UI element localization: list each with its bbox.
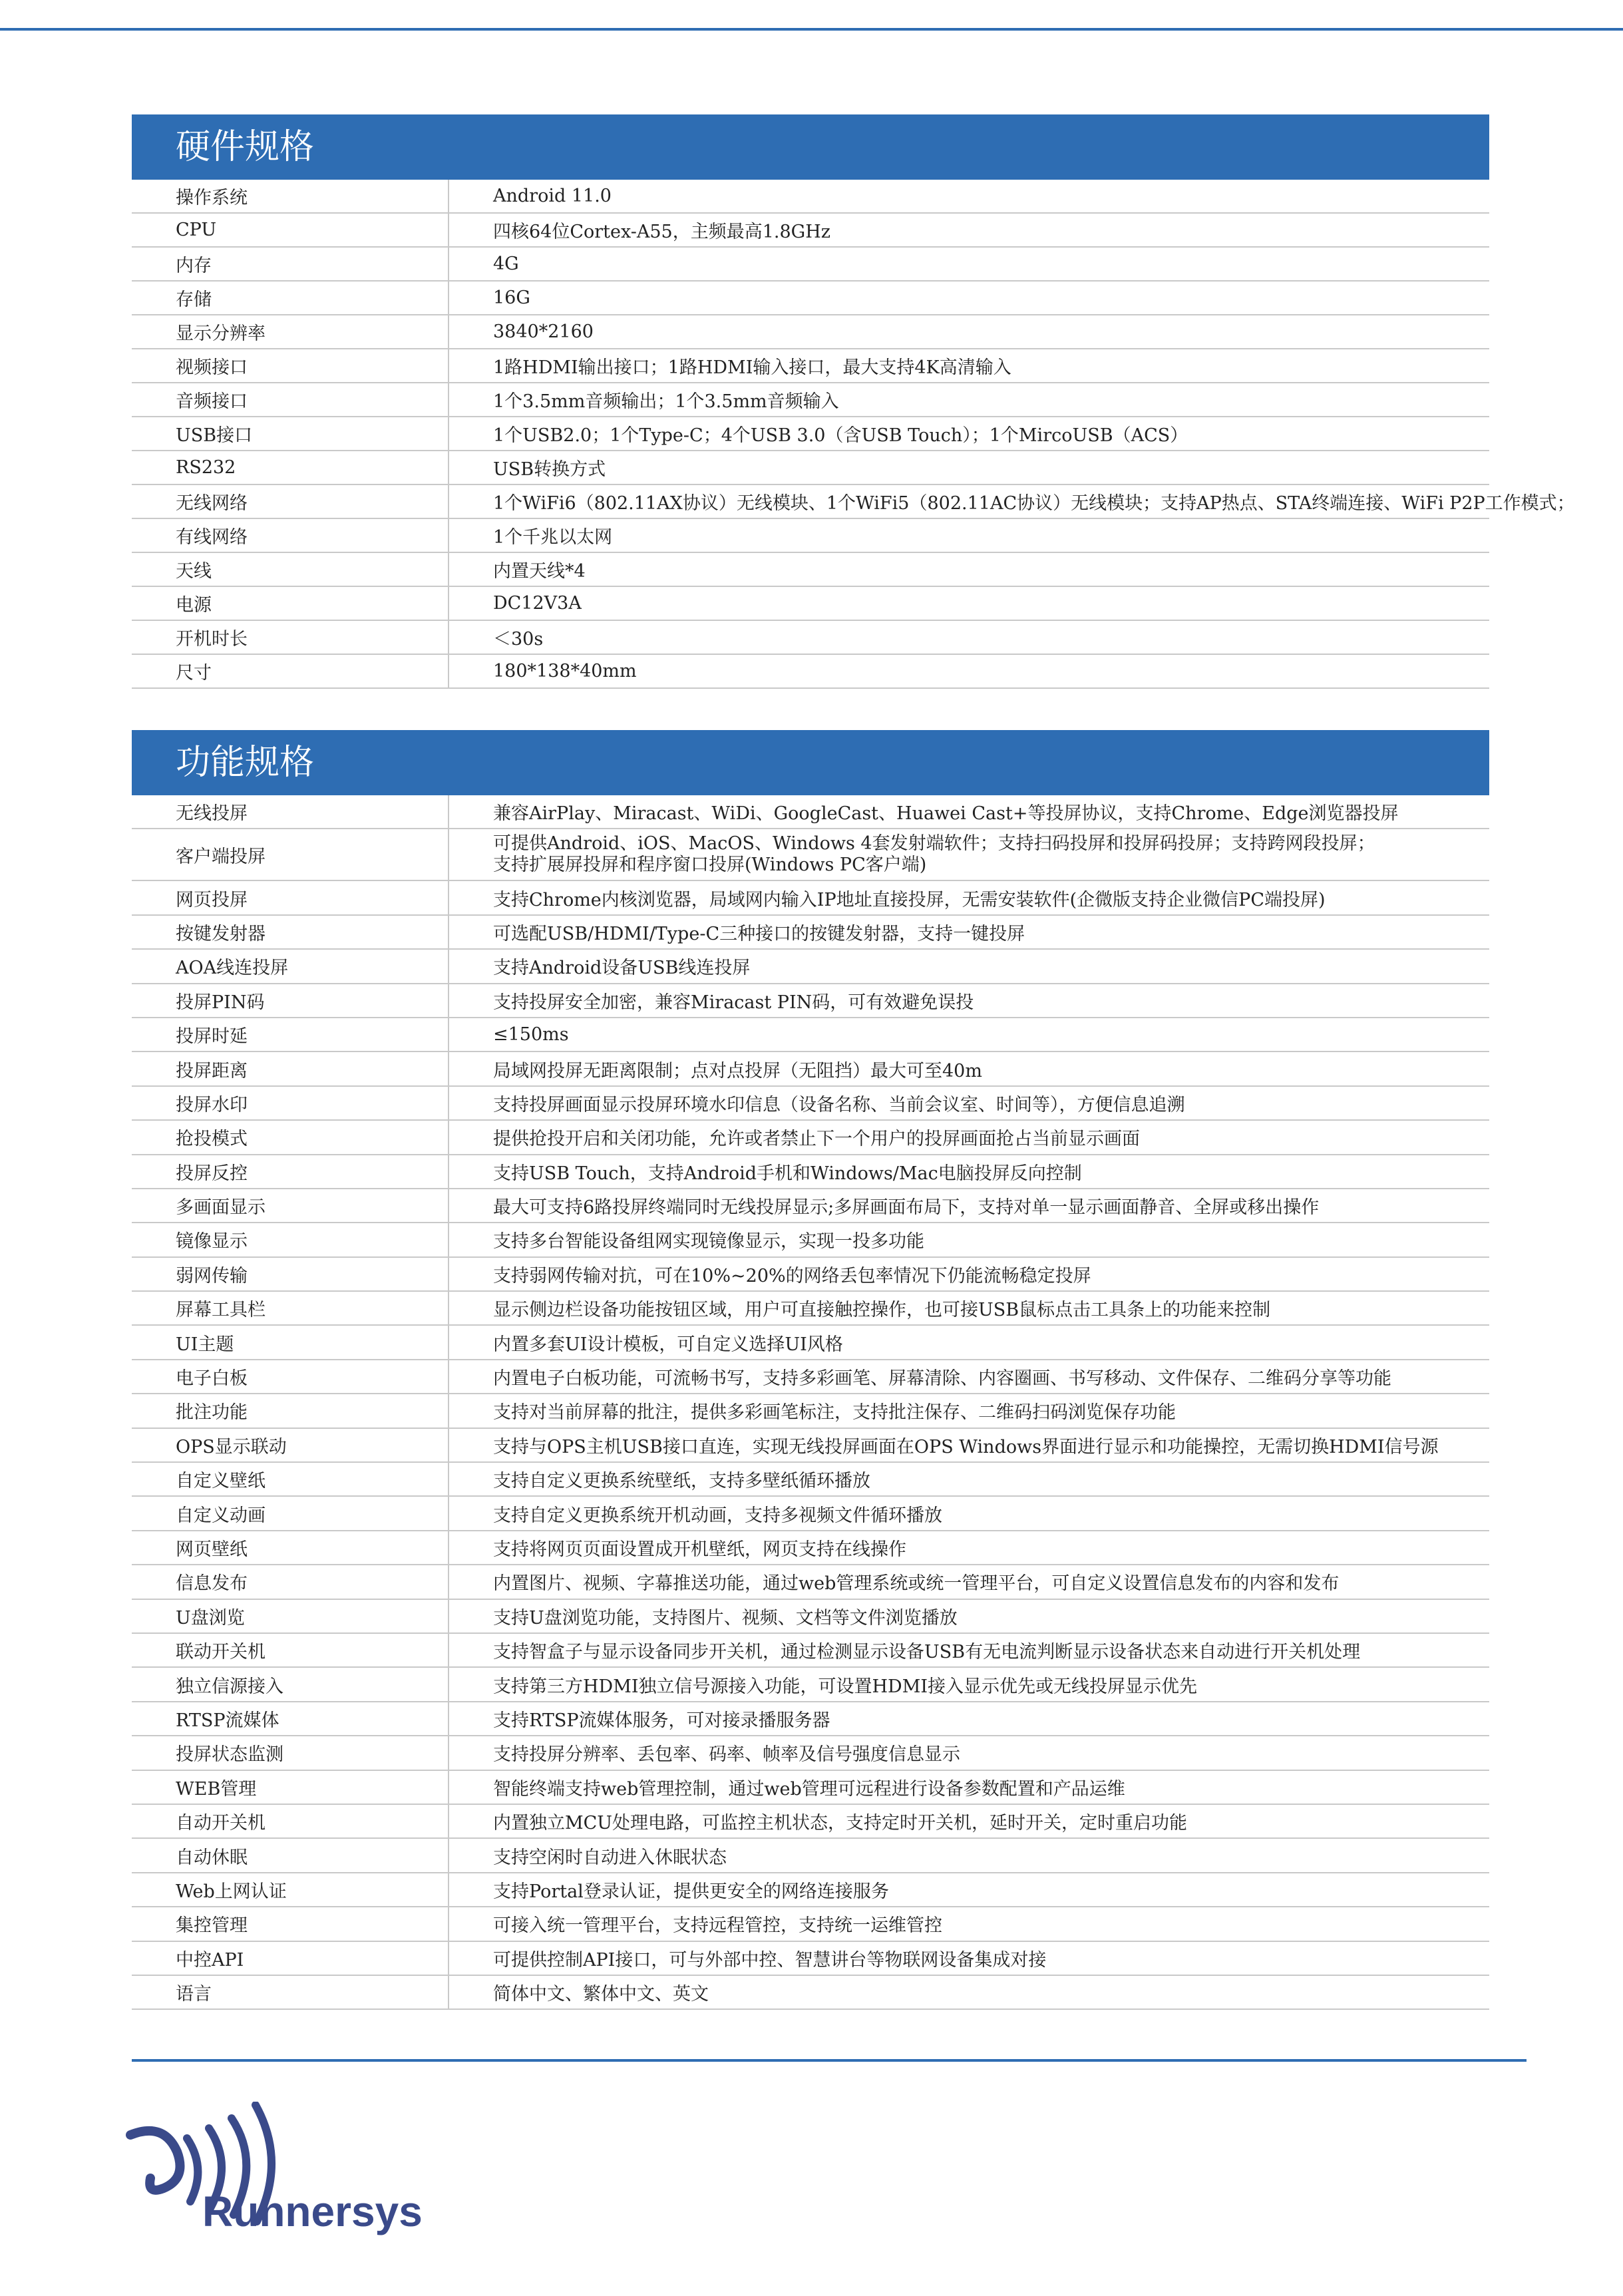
spec-row <box>132 518 1489 552</box>
function-spec-table <box>132 795 1489 2010</box>
spec-value: 1路HDMI输出接口；1路HDMI输入接口，最大支持4K高清输入 <box>449 349 1489 383</box>
spec-row <box>132 1086 1489 1120</box>
spec-label: WEB管理 <box>132 1770 449 1804</box>
spec-row <box>132 1770 1489 1804</box>
spec-label: 自定义壁纸 <box>132 1462 449 1496</box>
spec-label: RTSP流媒体 <box>132 1702 449 1736</box>
spec-row <box>132 1462 1489 1496</box>
spec-row <box>132 1325 1489 1359</box>
spec-value: 可提供控制API接口，可与外部中控、智慧讲台等物联网设备集成对接 <box>449 1941 1489 1975</box>
spec-value: 内置独立MCU处理电路，可监控主机状态，支持定时开关机，延时开关，定时重启功能 <box>449 1804 1489 1838</box>
spec-value: 可选配USB/HDMI/Type-C三种接口的按键发射器，支持一键投屏 <box>449 915 1489 949</box>
spec-label: 天线 <box>132 552 449 586</box>
spec-label: 镜像显示 <box>132 1223 449 1256</box>
spec-value: ＜30s <box>449 620 1489 654</box>
spec-label: 抢投模式 <box>132 1120 449 1154</box>
spec-row <box>132 1873 1489 1907</box>
spec-row <box>132 620 1489 654</box>
function-spec-section <box>132 730 1489 2010</box>
spec-row <box>132 1291 1489 1325</box>
spec-value: 支持对当前屏幕的批注，提供多彩画笔标注，支持批注保存、二维码扫码浏览保存功能 <box>449 1394 1489 1428</box>
spec-row <box>132 213 1489 247</box>
spec-label: 有线网络 <box>132 518 449 552</box>
spec-label: 内存 <box>132 247 449 281</box>
spec-value: 16G <box>449 281 1489 315</box>
brand-logo <box>124 2102 437 2261</box>
spec-label: 集控管理 <box>132 1907 449 1941</box>
spec-value: 内置多套UI设计模板，可自定义选择UI风格 <box>449 1325 1489 1359</box>
spec-row <box>132 180 1489 213</box>
spec-row <box>132 1941 1489 1975</box>
spec-row <box>132 281 1489 315</box>
spec-value: 提供抢投开启和关闭功能，允许或者禁止下一个用户的投屏画面抢占当前显示画面 <box>449 1120 1489 1154</box>
hardware-spec-section <box>132 114 1575 689</box>
spec-label: 无线网络 <box>132 484 449 518</box>
spec-label: 显示分辨率 <box>132 315 449 349</box>
spec-value: 支持自定义更换系统壁纸，支持多壁纸循环播放 <box>449 1462 1489 1496</box>
spec-value: 最大可支持6路投屏终端同时无线投屏显示;多屏画面布局下，支持对单一显示画面静音、全屏或移出操作 <box>449 1189 1489 1223</box>
spec-value: 1个千兆以太网 <box>449 518 1489 552</box>
spec-row <box>132 1907 1489 1941</box>
spec-row <box>132 829 1489 880</box>
spec-row <box>132 1633 1489 1667</box>
spec-value: 180*138*40mm <box>449 654 1489 688</box>
spec-value: 内置图片、视频、字幕推送功能，通过web管理系统或统一管理平台，可自定义设置信息发布的内容和发布 <box>449 1565 1489 1599</box>
spec-row <box>132 1223 1489 1256</box>
spec-row <box>132 1120 1489 1154</box>
spec-row <box>132 1257 1489 1291</box>
spec-row <box>132 315 1489 349</box>
spec-label: 电子白板 <box>132 1360 449 1394</box>
spec-value-line: 可提供Android、iOS、MacOS、Windows 4套发射端软件；支持扫码投屏和投屏码投屏；支持跨网段投屏； <box>493 833 1375 855</box>
spec-value: 智能终端支持web管理控制，通过web管理可远程进行设备参数配置和产品运维 <box>449 1770 1489 1804</box>
spec-row <box>132 915 1489 949</box>
spec-label: 批注功能 <box>132 1394 449 1428</box>
spec-row <box>132 1360 1489 1394</box>
spec-value: 支持Portal登录认证，提供更安全的网络连接服务 <box>449 1873 1489 1907</box>
top-divider <box>0 28 1623 31</box>
spec-row <box>132 1804 1489 1838</box>
spec-label: 自动开关机 <box>132 1804 449 1838</box>
spec-value: 可接入统一管理平台，支持远程管控，支持统一运维管控 <box>449 1907 1489 1941</box>
hardware-section-title: 硬件规格 <box>132 114 1489 180</box>
spec-label: 弱网传输 <box>132 1257 449 1291</box>
spec-row <box>132 552 1489 586</box>
spec-label: OPS显示联动 <box>132 1428 449 1462</box>
spec-label: 网页壁纸 <box>132 1531 449 1565</box>
spec-row <box>132 586 1489 620</box>
spec-value: 四核64位Cortex-A55，主频最高1.8GHz <box>449 213 1489 247</box>
spec-row <box>132 1565 1489 1599</box>
spec-label: 投屏水印 <box>132 1086 449 1120</box>
spec-label: 多画面显示 <box>132 1189 449 1223</box>
spec-label: 自定义动画 <box>132 1496 449 1530</box>
spec-label: 客户端投屏 <box>132 829 449 880</box>
spec-row <box>132 1838 1489 1872</box>
spec-label: 信息发布 <box>132 1565 449 1599</box>
spec-row <box>132 1736 1489 1770</box>
spec-label: 投屏PIN码 <box>132 984 449 1018</box>
spec-label: 独立信源接入 <box>132 1667 449 1701</box>
spec-value: 支持智盒子与显示设备同步开关机，通过检测显示设备USB有无电流判断显示设备状态来自动进行开关机处理 <box>449 1633 1489 1667</box>
spec-value: 局域网投屏无距离限制；点对点投屏（无阻挡）最大可至40m <box>449 1052 1489 1085</box>
spec-label: 无线投屏 <box>132 795 449 829</box>
spec-row <box>132 654 1489 688</box>
spec-row <box>132 1531 1489 1565</box>
spec-label: 存储 <box>132 281 449 315</box>
spec-row <box>132 1018 1489 1052</box>
spec-value: 支持投屏画面显示投屏环境水印信息（设备名称、当前会议室、时间等），方便信息追溯 <box>449 1086 1489 1120</box>
spec-value: 3840*2160 <box>449 315 1489 349</box>
spec-value: 支持与OPS主机USB接口直连，实现无线投屏画面在OPS Windows界面进行显示和功能操控，无需切换HDMI信号源 <box>449 1428 1489 1462</box>
spec-label: UI主题 <box>132 1325 449 1359</box>
spec-value: Android 11.0 <box>449 180 1489 213</box>
spec-row <box>132 1599 1489 1633</box>
spec-row <box>132 383 1489 417</box>
spec-label: U盘浏览 <box>132 1599 449 1633</box>
spec-row <box>132 795 1489 829</box>
spec-row <box>132 984 1489 1018</box>
function-section-title: 功能规格 <box>132 730 1489 795</box>
brand-name: Runnersys <box>202 2188 423 2235</box>
spec-label: 屏幕工具栏 <box>132 1291 449 1325</box>
spec-value: USB转换方式 <box>449 451 1489 484</box>
spec-value: 显示侧边栏设备功能按钮区域，用户可直接触控操作，也可接USB鼠标点击工具条上的功能来控制 <box>449 1291 1489 1325</box>
spec-value: 1个WiFi6（802.11AX协议）无线模块、1个WiFi5（802.11AC协议）无线模块；支持AP热点、STA终端连接、WiFi P2P工作模式； <box>449 484 1489 518</box>
spec-value: 支持多台智能设备组网实现镜像显示，实现一投多功能 <box>449 1223 1489 1256</box>
hardware-spec-table <box>132 180 1575 689</box>
spec-label: 操作系统 <box>132 180 449 213</box>
spec-label: 联动开关机 <box>132 1633 449 1667</box>
spec-label: AOA线连投屏 <box>132 949 449 983</box>
spec-row <box>132 1189 1489 1223</box>
spec-value: 1个USB2.0；1个Type-C；4个USB 3.0（含USB Touch）；1个MircoUSB（ACS） <box>449 417 1489 451</box>
spec-label: 语言 <box>132 1975 449 2009</box>
spec-row <box>132 484 1489 518</box>
spec-label: 电源 <box>132 586 449 620</box>
spec-row <box>132 1052 1489 1085</box>
spec-value: 支持RTSP流媒体服务，可对接录播服务器 <box>449 1702 1489 1736</box>
spec-value <box>449 829 1489 880</box>
spec-value: 内置天线*4 <box>449 552 1489 586</box>
spec-value: 支持弱网传输对抗，可在10%~20%的网络丢包率情况下仍能流畅稳定投屏 <box>449 1257 1489 1291</box>
spec-value: DC12V3A <box>449 586 1489 620</box>
spec-row <box>132 1496 1489 1530</box>
bottom-divider <box>132 2059 1527 2062</box>
spec-label: 投屏反控 <box>132 1155 449 1189</box>
spec-row <box>132 1155 1489 1189</box>
spec-value: 内置电子白板功能，可流畅书写，支持多彩画笔、屏幕清除、内容圈画、书写移动、文件保存、二维码分享等功能 <box>449 1360 1489 1394</box>
spec-label: 投屏距离 <box>132 1052 449 1085</box>
spec-label: 视频接口 <box>132 349 449 383</box>
spec-label: CPU <box>132 213 449 247</box>
spec-value: 支持U盘浏览功能，支持图片、视频、文档等文件浏览播放 <box>449 1599 1489 1633</box>
spec-row <box>132 1428 1489 1462</box>
spec-label: 开机时长 <box>132 620 449 654</box>
spec-value: 支持第三方HDMI独立信号源接入功能，可设置HDMI接入显示优先或无线投屏显示优先 <box>449 1667 1489 1701</box>
spec-row <box>132 349 1489 383</box>
spec-value: 支持自定义更换系统开机动画，支持多视频文件循环播放 <box>449 1496 1489 1530</box>
spec-value: 1个3.5mm音频输出；1个3.5mm音频输入 <box>449 383 1489 417</box>
spec-row <box>132 417 1489 451</box>
spec-value: 简体中文、繁体中文、英文 <box>449 1975 1489 2009</box>
spec-label: 尺寸 <box>132 654 449 688</box>
spec-label: 音频接口 <box>132 383 449 417</box>
spec-value: 兼容AirPlay、Miracast、WiDi、GoogleCast、Huawei Cast+等投屏协议，支持Chrome、Edge浏览器投屏 <box>449 795 1489 829</box>
spec-label: 网页投屏 <box>132 880 449 914</box>
spec-label: Web上网认证 <box>132 1873 449 1907</box>
spec-label: 投屏状态监测 <box>132 1736 449 1770</box>
spec-row <box>132 880 1489 914</box>
spec-label: 自动休眠 <box>132 1838 449 1872</box>
spec-value: 支持空闲时自动进入休眠状态 <box>449 1838 1489 1872</box>
spec-label: 投屏时延 <box>132 1018 449 1052</box>
spec-row <box>132 451 1489 484</box>
spec-row <box>132 949 1489 983</box>
spec-value: 支持Android设备USB线连投屏 <box>449 949 1489 983</box>
spec-value-line: 支持扩展屏投屏和程序窗口投屏(Windows PC客户端) <box>493 855 927 876</box>
spec-value: 4G <box>449 247 1489 281</box>
spec-value: 支持投屏分辨率、丢包率、码率、帧率及信号强度信息显示 <box>449 1736 1489 1770</box>
spec-row <box>132 1975 1489 2009</box>
spec-row <box>132 247 1489 281</box>
spec-value: 支持Chrome内核浏览器，局域网内输入IP地址直接投屏，无需安装软件(企微版支持企业微信PC端投屏) <box>449 880 1489 914</box>
spec-row <box>132 1702 1489 1736</box>
spec-label: RS232 <box>132 451 449 484</box>
spec-label: 按键发射器 <box>132 915 449 949</box>
spec-label: USB接口 <box>132 417 449 451</box>
spec-value: ≤150ms <box>449 1018 1489 1052</box>
spec-row <box>132 1394 1489 1428</box>
spec-row <box>132 1667 1489 1701</box>
spec-label: 中控API <box>132 1941 449 1975</box>
spec-value: 支持将网页页面设置成开机壁纸，网页支持在线操作 <box>449 1531 1489 1565</box>
spec-value: 支持投屏安全加密，兼容Miracast PIN码，可有效避免误投 <box>449 984 1489 1018</box>
spec-value: 支持USB Touch，支持Android手机和Windows/Mac电脑投屏反向控制 <box>449 1155 1489 1189</box>
